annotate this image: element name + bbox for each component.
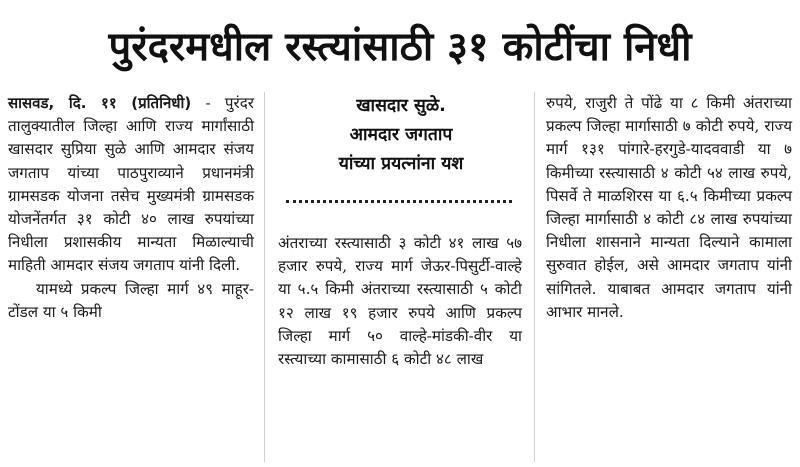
column-2-text: अंतराच्या रस्त्यासाठी ३ कोटी ४१ लाख ५७ हजार रुपये, राज्य मार्ग जेऊर-पिसुर्टी-वाल्हे या ५.५ किमी अंतराच्या रस्त्यासाठी ५ कोटी १२ लाख १९ हजार रुपये आणि प्रकल्प जिल्हा मार्ग ५० वाल्हे-मांडकी-वीर या रस्त्याच्या कामासाठी ६ कोटी ४८ लाख xyxy=(278,234,522,369)
column-1-paragraph-1-text: - पुरंदर तालुक्यातील जिल्हा आणि राज्य मार्गांसाठी खासदार सुप्रिया सुळे आणि आमदार संजय जगताप यांच्या पाठपुराव्याने प्रधानमंत्री ग्रामसडक योजना तसेच मुख्यमंत्री ग्रामसडक योजनेंतर्गत ३१ कोटी ४० लाख रुपयांच्या निधीला प्रशासकीय मान्यता मिळाल्याची माहिती आमदार संजय जगताप यांनी दिली. xyxy=(8,94,255,275)
article-column-2 xyxy=(278,232,522,371)
column-1-paragraph-1 xyxy=(8,92,254,278)
column-3-text: रुपये, राजुरी ते पोंढे या ८ किमी अंतराच्या प्रकल्प जिल्हा मार्गासाठी ७ कोटी रुपये, राज्य मार्ग १३१ पांगारे-हरगुडे-यादववाडी या ७ किमीच्या रस्त्यासाठी ४ कोटी ५४ लाख रुपये, पिसर्वे ते माळशिरस या ६.५ किमीच्या प्रकल्प जिल्हा मार्गासाठी ४ कोटी ८४ लाख रुपयांच्या निधीला शासनाने मान्यता दिल्याने कामाला सुरुवात होईल, असे आमदार जगताप यांनी सांगितले. याबाबत आमदार जगताप यांनी आभार मानले. xyxy=(546,94,792,321)
subheadline-line-3: यांच्या प्रयत्नांना यश xyxy=(338,154,464,174)
article-headline: पुरंदरमधील रस्त्यांसाठी ३१ कोटींचा निधी xyxy=(108,23,692,70)
subheadline-dotted-separator xyxy=(286,200,512,203)
subheadline-line-2: आमदार जगताप xyxy=(349,125,453,145)
article-column-1 xyxy=(8,92,254,324)
column-divider-left xyxy=(264,92,265,462)
subheadline-line-1: खासदार सुळे. xyxy=(356,96,446,116)
article-dateline: सासवड, दि. ११ (प्रतिनिधी) xyxy=(8,94,192,112)
article-subheadline xyxy=(270,92,532,179)
column-divider-right xyxy=(534,92,535,462)
column-1-paragraph-2: यामध्ये प्रकल्प जिल्हा मार्ग ४९ माहूर-टोंडल या ५ किमी xyxy=(8,279,254,321)
article-column-3 xyxy=(546,92,792,324)
